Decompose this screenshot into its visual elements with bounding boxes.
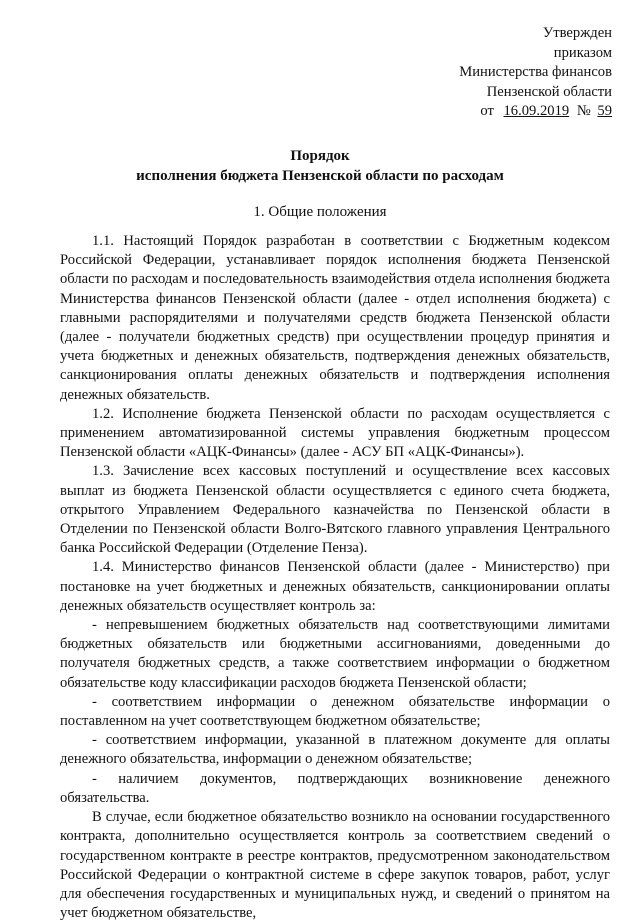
document-title-line-2: исполнения бюджета Пензенской области по расходам: [136, 168, 504, 184]
approval-line-region: Пензенской области: [486, 83, 612, 100]
bullet-item: - соответствием информации о денежном обязательстве информации о поставленном на учет соответствующем бюджетном обязательстве;: [60, 693, 610, 730]
paragraph-1-4: 1.4. Министерство финансов Пензенской области (далее - Министерство) при постановке на учет бюджетных и денежных обязательств, санкционировании оплаты денежных обязательств осуществляет контроль за:: [60, 559, 610, 614]
approval-number-label: №: [576, 103, 591, 119]
document-title-line-1: Порядок: [290, 148, 350, 164]
approval-number: 59: [597, 103, 612, 119]
approval-date-line: [459, 102, 612, 122]
section-heading: 1. Общие положения: [253, 204, 387, 220]
bullet-item: - непревышением бюджетных обязательств над соответствующими лимитами бюджетных обязательств или бюджетными ассигнованиями, доведенными до получателя бюджетных средств, а также соответствием информации о бюджетном обязательстве коду классификации расходов бюджета Пензенской области;: [60, 617, 610, 691]
approval-date: 16.09.2019: [503, 103, 570, 119]
document-title: [0, 146, 640, 186]
bullet-item: - соответствием информации, указанной в платежном документе для оплаты денежного обязательства, информации о денежном обязательстве;: [60, 732, 610, 768]
bullet-item: - наличием документов, подтверждающих возникновение денежного обязательства.: [60, 770, 610, 806]
paragraph-1-3: 1.3. Зачисление всех кассовых поступлений и осуществление всех кассовых выплат из бюджета Пензенской области осуществляется с единого счета бюджета, открытого Управлением Федерального казначейства по Пензенской области в Отделении по Пензенской области Волго-Вятского главного управления Центрального банка Российской Федерации (Отделение Пенза).: [60, 463, 610, 557]
paragraph-1-2: 1.2. Исполнение бюджета Пензенской области по расходам осуществляется с применением автоматизированной системы управления бюджетным процессом Пензенской области «АЦК-Финансы» (далее - АСУ БП «АЦК-Финансы»).: [60, 405, 610, 461]
approval-line-ministry: Министерства финансов: [459, 64, 612, 80]
approval-line-approved: Утвержден: [542, 25, 612, 41]
paragraph-1-1: 1.1. Настоящий Порядок разработан в соответствии с Бюджетным кодексом Российской Федерации, устанавливает порядок исполнения бюджета Пензенской области по расходам и последовательность взаимодействия отдела исполнения бюджета Министерства финансов Пензенской области (далее - отдел исполнения бюджета) с главными распорядителями и получателями средств бюджета Пензенской области (далее - получатели бюджетных средств) при осуществлении процедур принятия и учета бюджетных и денежных обязательств, подтверждения денежных обязательств, санкционирования оплаты денежных обязательств и подтверждения исполнения денежных обязательств.: [60, 233, 611, 403]
paragraph-contract-case: В случае, если бюджетное обязательство возникло на основании государственного контракта, дополнительно осуществляется контроль за соответствием сведений о государственном контракте в реестре контрактов, предусмотренном законодательством Российской Федерации о контрактной системе в сфере закупок товаров, работ, услуг для обеспечения государственных и муниципальных нужд, и сведений о принятом на учет бюджетном обязательстве,: [60, 809, 610, 922]
document-body: [60, 232, 610, 923]
approval-from-label: от: [480, 103, 494, 119]
approval-line-order: приказом: [553, 44, 612, 61]
approval-stamp: [459, 24, 612, 122]
